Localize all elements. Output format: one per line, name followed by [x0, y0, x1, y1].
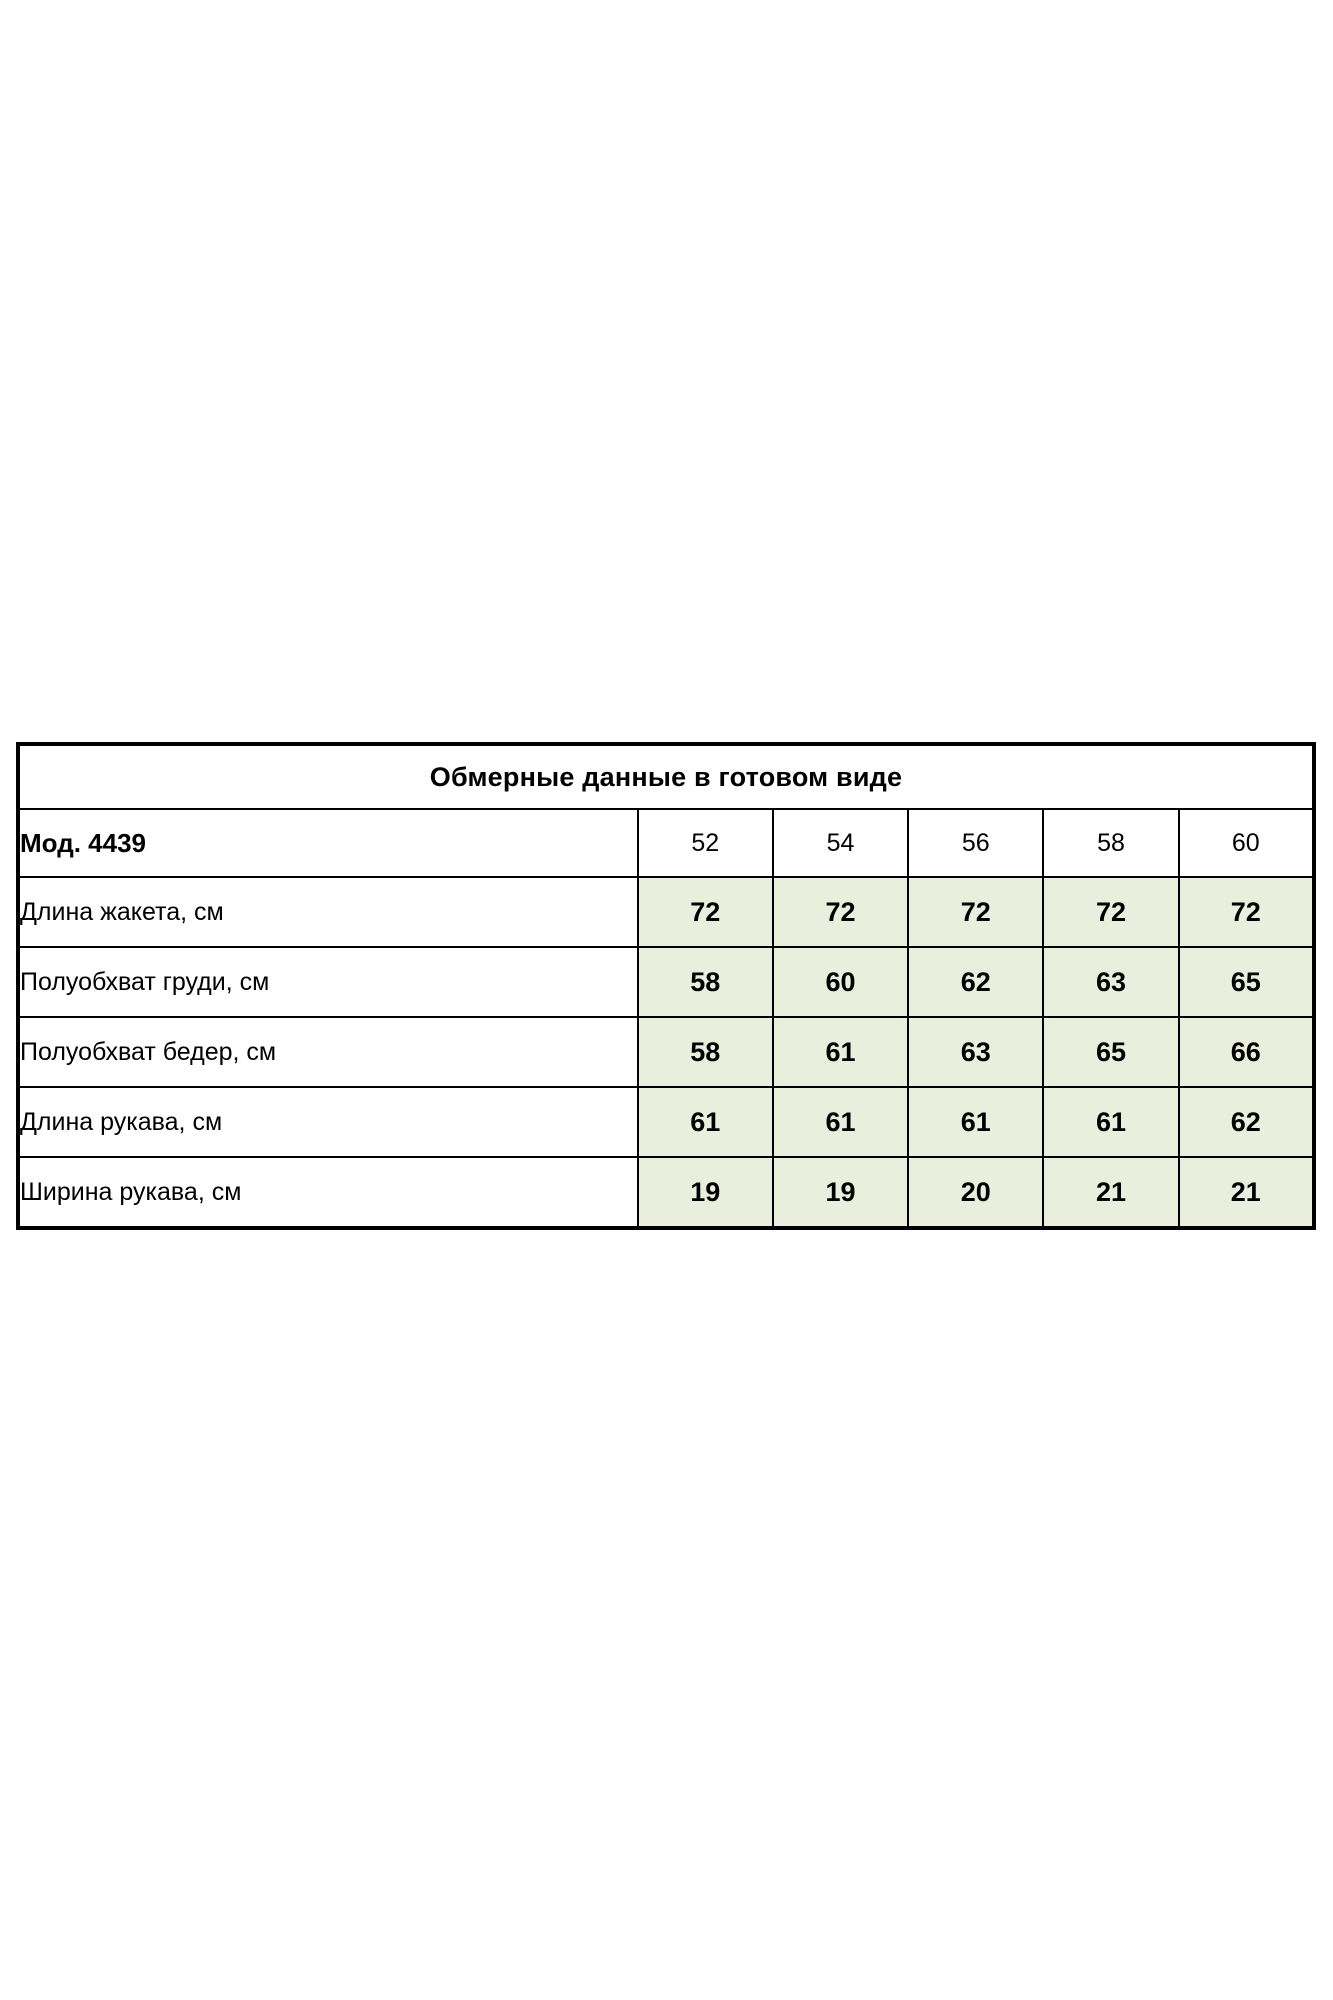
value-sleeve-length-52: 61: [638, 1087, 773, 1157]
value-jacket-length-58: 72: [1043, 877, 1178, 947]
value-half-hips-54: 61: [773, 1017, 908, 1087]
table-row: [18, 1087, 1314, 1157]
value-jacket-length-60: 72: [1179, 877, 1314, 947]
value-jacket-length-56: 72: [908, 877, 1043, 947]
value-sleeve-length-58: 61: [1043, 1087, 1178, 1157]
measurements-table-container: [16, 742, 1316, 1230]
value-sleeve-width-56: 20: [908, 1157, 1043, 1228]
value-sleeve-width-52: 19: [638, 1157, 773, 1228]
table-header-row: [18, 809, 1314, 877]
value-sleeve-length-60: 62: [1179, 1087, 1314, 1157]
size-header-60: 60: [1179, 809, 1314, 877]
value-half-hips-58: 65: [1043, 1017, 1178, 1087]
table-title: Обмерные данные в готовом виде: [18, 744, 1314, 809]
table-row: [18, 1017, 1314, 1087]
value-half-chest-56: 62: [908, 947, 1043, 1017]
value-sleeve-width-60: 21: [1179, 1157, 1314, 1228]
size-header-56: 56: [908, 809, 1043, 877]
value-half-chest-54: 60: [773, 947, 908, 1017]
size-header-58: 58: [1043, 809, 1178, 877]
measurements-table: [16, 742, 1316, 1230]
value-half-hips-52: 58: [638, 1017, 773, 1087]
row-label-half-chest: Полуобхват груди, см: [18, 947, 638, 1017]
value-sleeve-width-58: 21: [1043, 1157, 1178, 1228]
size-header-52: 52: [638, 809, 773, 877]
table-row: [18, 877, 1314, 947]
value-sleeve-width-54: 19: [773, 1157, 908, 1228]
model-label: Мод. 4439: [18, 809, 638, 877]
size-header-54: 54: [773, 809, 908, 877]
value-jacket-length-52: 72: [638, 877, 773, 947]
row-label-jacket-length: Длина жакета, см: [18, 877, 638, 947]
value-half-chest-52: 58: [638, 947, 773, 1017]
value-half-chest-58: 63: [1043, 947, 1178, 1017]
value-jacket-length-54: 72: [773, 877, 908, 947]
table-row: [18, 947, 1314, 1017]
value-half-chest-60: 65: [1179, 947, 1314, 1017]
row-label-half-hips: Полуобхват бедер, см: [18, 1017, 638, 1087]
row-label-sleeve-length: Длина рукава, см: [18, 1087, 638, 1157]
value-sleeve-length-54: 61: [773, 1087, 908, 1157]
value-half-hips-56: 63: [908, 1017, 1043, 1087]
row-label-sleeve-width: Ширина рукава, см: [18, 1157, 638, 1228]
table-title-row: [18, 744, 1314, 809]
value-half-hips-60: 66: [1179, 1017, 1314, 1087]
table-row: [18, 1157, 1314, 1228]
value-sleeve-length-56: 61: [908, 1087, 1043, 1157]
